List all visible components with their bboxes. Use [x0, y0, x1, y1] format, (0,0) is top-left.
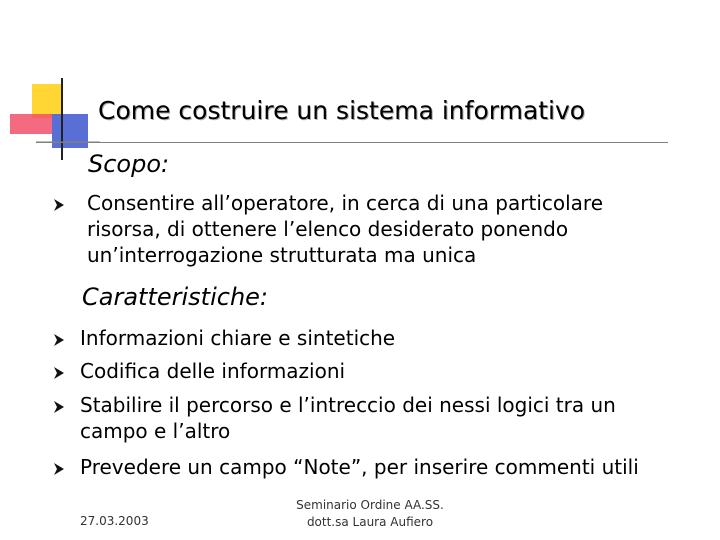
item-line: un’interrogazione strutturata ma unica	[87, 243, 477, 267]
item-line: Consentire all’operatore, in cerca di una particolare	[87, 191, 604, 215]
item-line: Prevedere un campo “Note”, per inserire commenti utili	[80, 455, 639, 479]
arrowhead-bullet-icon	[53, 462, 65, 476]
title-underline	[36, 142, 668, 143]
list-item	[80, 454, 639, 480]
arrowhead-bullet-icon	[53, 333, 65, 347]
footer-line: dott.sa Laura Aufiero	[306, 515, 434, 529]
item-line: risorsa, di ottenere l’elenco desiderato ponendo	[87, 217, 569, 241]
footer-date: 27.03.2003	[80, 514, 149, 528]
list-item	[80, 325, 395, 351]
arrowhead-bullet-icon	[53, 198, 65, 212]
slide-title: Come costruire un sistema informativo	[98, 96, 586, 125]
list-item	[87, 190, 603, 268]
arrowhead-bullet-icon	[53, 366, 65, 380]
list-item	[80, 392, 616, 444]
list-item	[80, 358, 345, 384]
colored-squares-logo-icon	[0, 0, 100, 170]
item-line: Codifica delle informazioni	[80, 359, 346, 383]
section-heading-caratteristiche: Caratteristiche:	[82, 283, 268, 311]
arrowhead-bullet-icon	[53, 400, 65, 414]
item-line: Informazioni chiare e sintetiche	[80, 326, 396, 350]
item-line: campo e l’altro	[80, 419, 231, 443]
section-heading-scopo: Scopo:	[88, 150, 170, 178]
footer-center	[270, 497, 470, 531]
footer-line: Seminario Ordine AA.SS.	[296, 498, 444, 512]
item-line: Stabilire il percorso e l’intreccio dei nessi logici tra un	[80, 393, 616, 417]
